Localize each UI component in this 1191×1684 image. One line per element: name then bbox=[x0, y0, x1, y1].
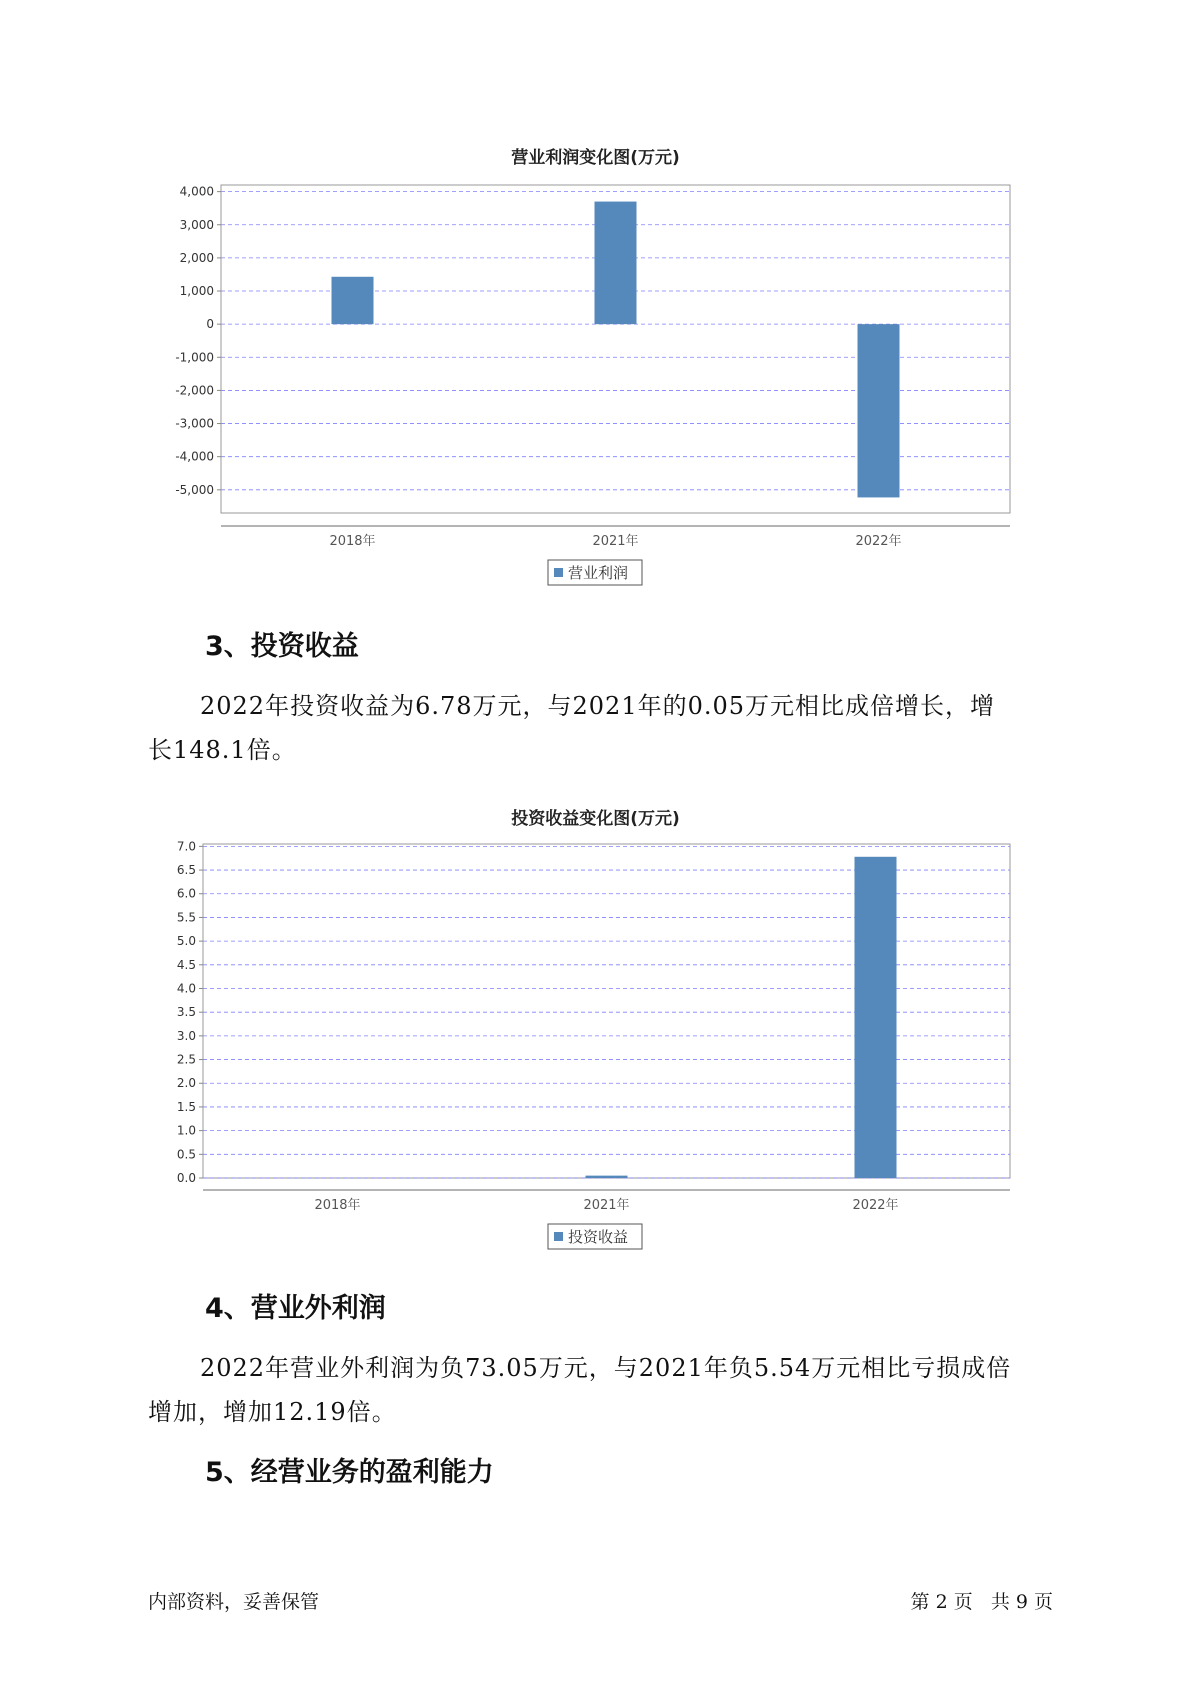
y-tick-label: 1.5 bbox=[176, 1099, 196, 1114]
y-tick-label: 4.0 bbox=[176, 981, 196, 996]
y-tick-label: 3.0 bbox=[176, 1028, 196, 1043]
y-tick-label: 5.5 bbox=[176, 910, 196, 925]
y-tick-label: -3,000 bbox=[175, 416, 214, 431]
chart-title: 投资收益变化图(万元) bbox=[511, 809, 680, 829]
footer-confidential-note: 内部资料，妥善保管 bbox=[148, 1591, 320, 1613]
y-tick-label: 0 bbox=[206, 317, 214, 332]
section-heading-investment-income: 3、投资收益 bbox=[205, 631, 359, 662]
y-tick-label: 4,000 bbox=[179, 184, 214, 199]
y-tick-label: -4,000 bbox=[175, 449, 214, 464]
x-tick-label: 2018年 bbox=[329, 534, 376, 549]
x-tick-label: 2021年 bbox=[592, 534, 639, 549]
bar bbox=[858, 324, 900, 497]
bar bbox=[586, 1176, 628, 1178]
paragraph-line: 2022年营业外利润为负73.05万元，与2021年负5.54万元相比亏损成倍 bbox=[200, 1354, 1012, 1382]
y-tick-label: 3,000 bbox=[179, 217, 214, 232]
y-tick-label: 1.0 bbox=[176, 1123, 196, 1138]
y-tick-label: 0.0 bbox=[176, 1171, 196, 1185]
y-tick-label: 7.0 bbox=[176, 839, 196, 854]
y-tick-label: 3.5 bbox=[176, 1005, 196, 1020]
y-tick-label: 0.5 bbox=[176, 1147, 196, 1162]
y-tick-label: 6.0 bbox=[176, 886, 196, 901]
investment-income-paragraph bbox=[148, 684, 1058, 772]
operating-profit-chart bbox=[0, 140, 1191, 590]
y-tick-label: 1,000 bbox=[179, 284, 214, 299]
x-tick-label: 2022年 bbox=[852, 1198, 899, 1213]
paragraph-line: 长148.1倍。 bbox=[148, 736, 297, 764]
bar bbox=[595, 202, 637, 325]
section-heading-profitability: 5、经营业务的盈利能力 bbox=[205, 1457, 494, 1488]
x-tick-label: 2018年 bbox=[314, 1198, 361, 1213]
y-tick-label: 5.0 bbox=[176, 934, 196, 949]
y-tick-label: -2,000 bbox=[175, 383, 214, 398]
y-tick-label: -5,000 bbox=[175, 482, 214, 497]
y-tick-label: 2.5 bbox=[176, 1052, 196, 1067]
footer-page-number: 第 2 页 共 9 页 bbox=[910, 1591, 1053, 1613]
x-tick-label: 2021年 bbox=[583, 1198, 630, 1213]
chart-svg bbox=[0, 140, 1191, 590]
y-tick-label: 2.0 bbox=[176, 1076, 196, 1091]
y-tick-label: -1,000 bbox=[175, 350, 214, 365]
x-tick-label: 2022年 bbox=[855, 534, 902, 549]
chart-title: 营业利润变化图(万元) bbox=[511, 148, 680, 168]
non-operating-profit-paragraph bbox=[148, 1346, 1058, 1434]
y-tick-label: 4.5 bbox=[176, 957, 196, 972]
legend-label: 营业利润 bbox=[568, 564, 629, 582]
legend-swatch bbox=[554, 568, 563, 577]
paragraph-line: 增加，增加12.19倍。 bbox=[148, 1398, 397, 1426]
legend-label: 投资收益 bbox=[568, 1228, 629, 1246]
bar bbox=[332, 277, 374, 324]
bar bbox=[855, 857, 897, 1178]
chart-svg bbox=[0, 800, 1191, 1250]
y-tick-label: 6.5 bbox=[176, 863, 196, 878]
investment-income-chart bbox=[0, 800, 1191, 1250]
y-tick-label: 2,000 bbox=[179, 250, 214, 265]
paragraph-line: 2022年投资收益为6.78万元，与2021年的0.05万元相比成倍增长，增 bbox=[200, 692, 996, 720]
section-heading-non-operating-profit: 4、营业外利润 bbox=[205, 1293, 386, 1324]
legend-swatch bbox=[554, 1232, 563, 1241]
